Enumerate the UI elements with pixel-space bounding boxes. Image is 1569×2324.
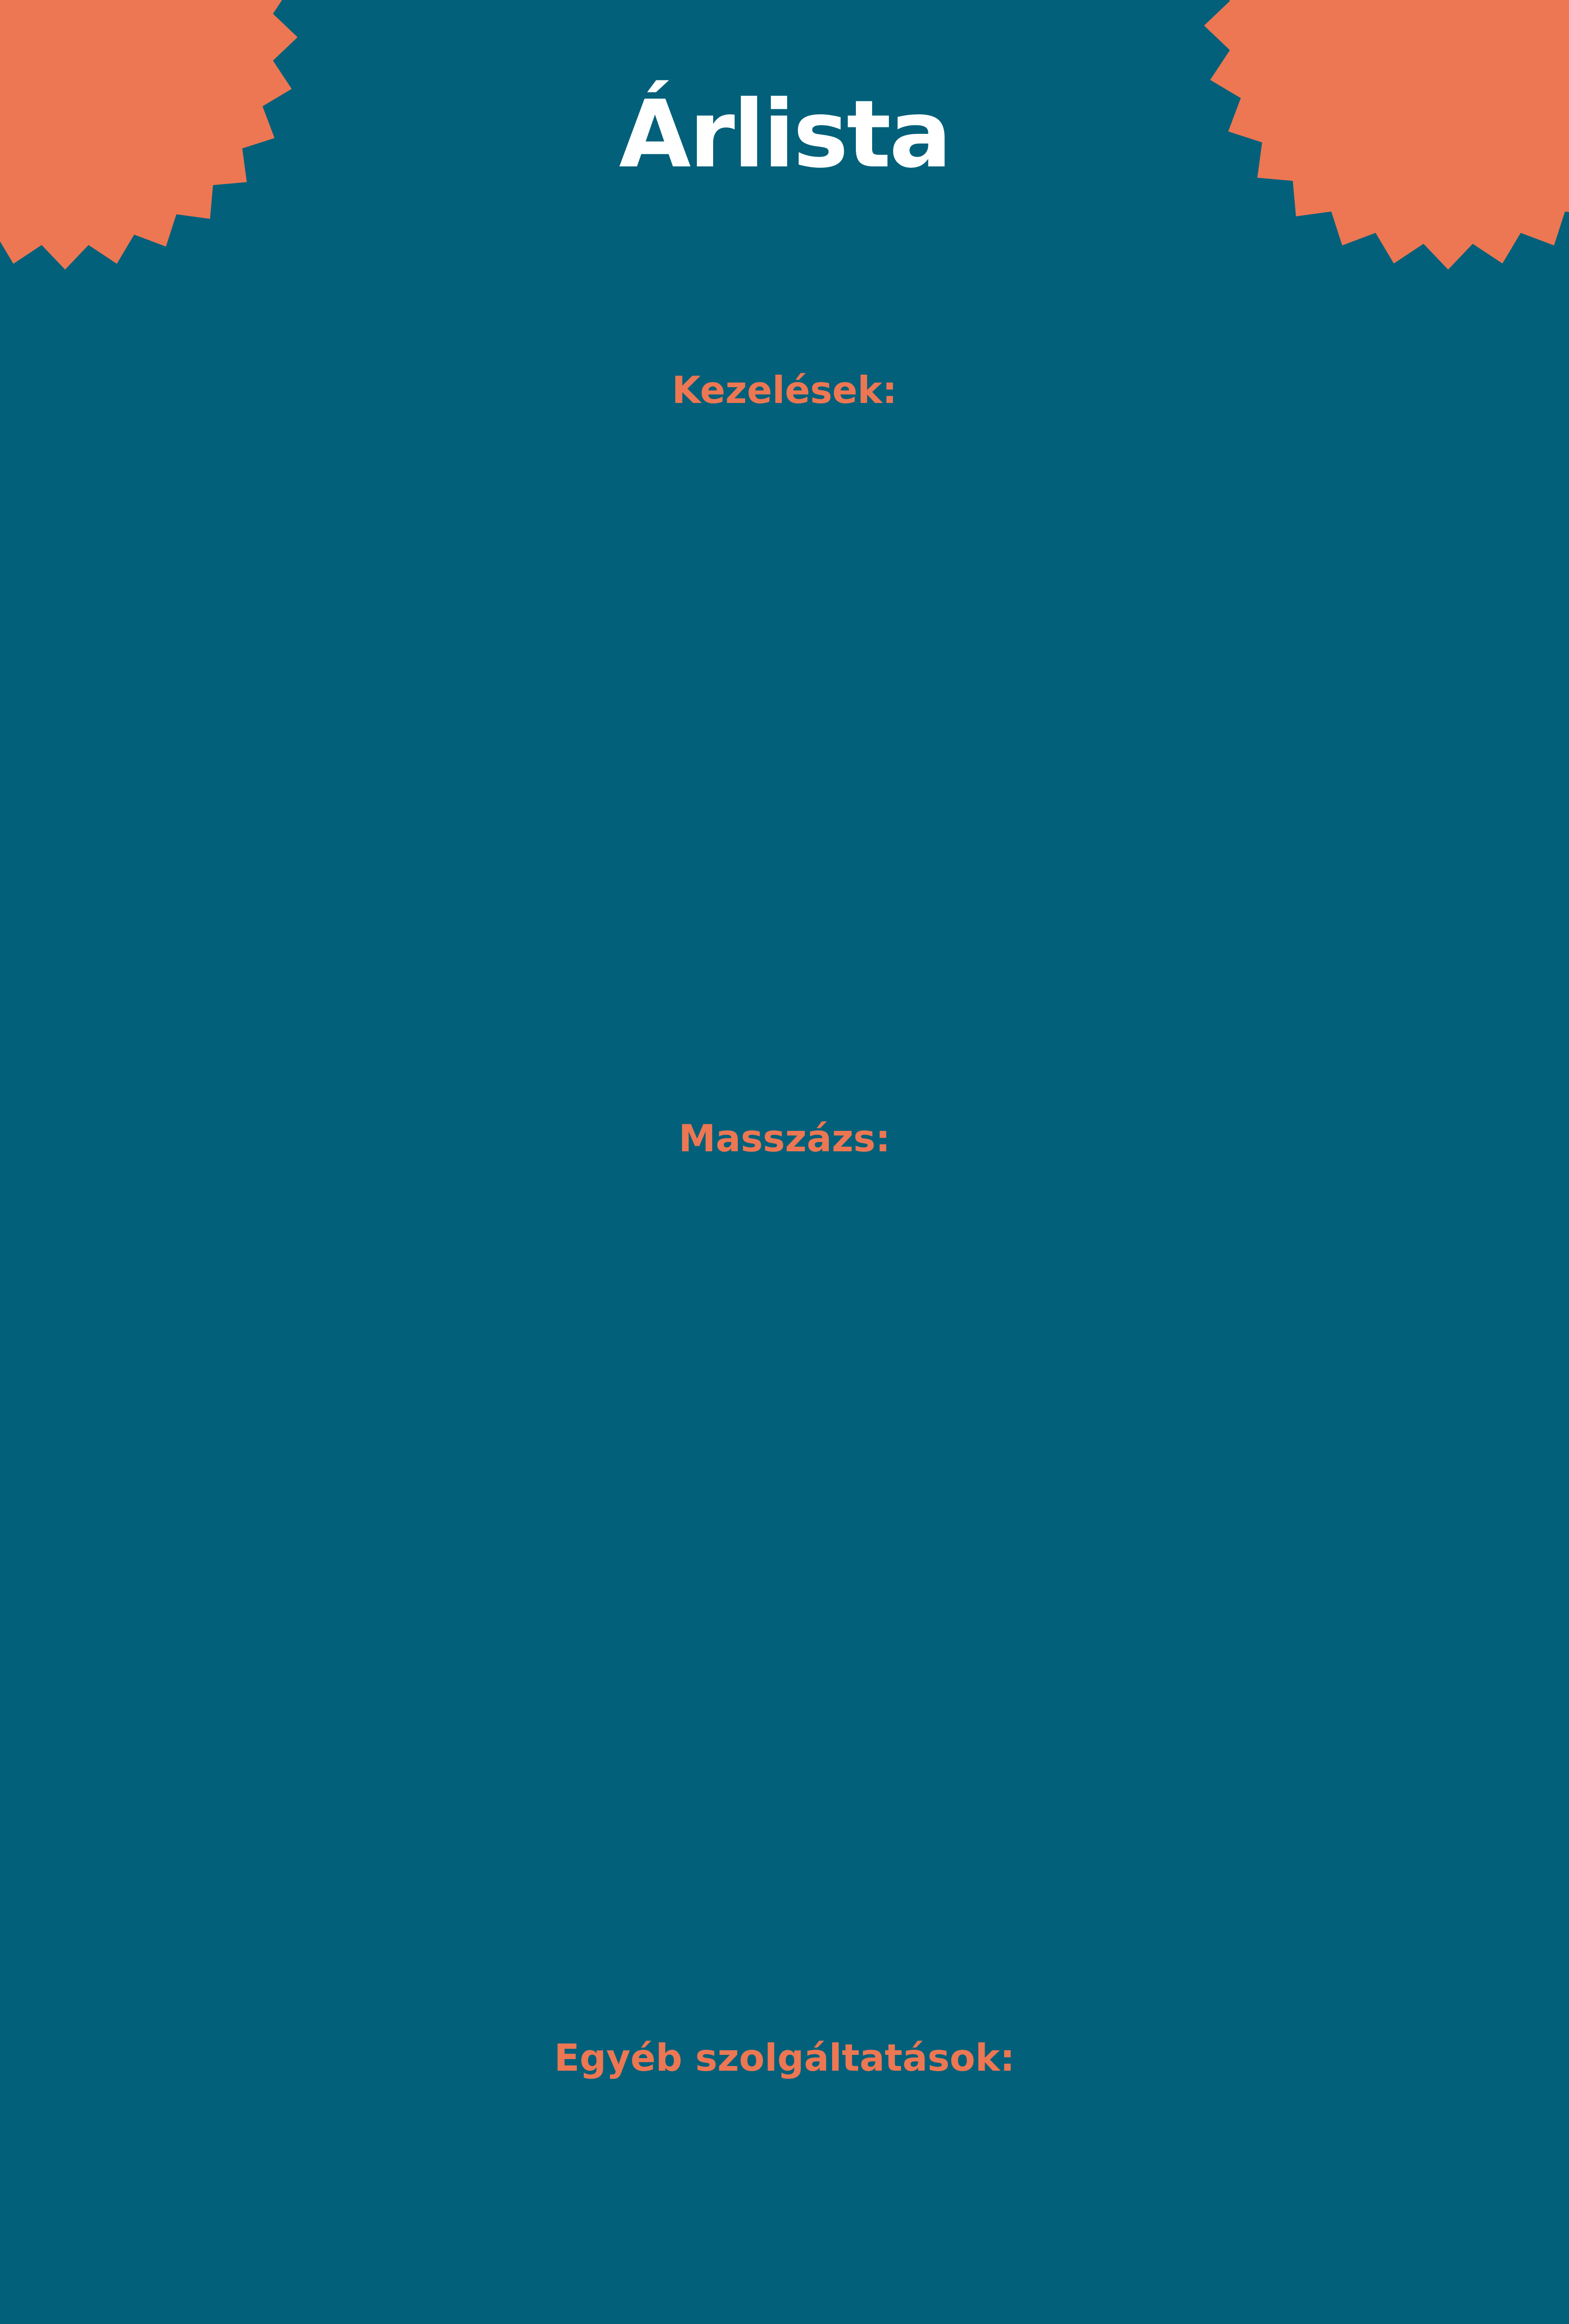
treatment-item-line	[0, 510, 1569, 583]
treatment-item-price	[0, 947, 1569, 1020]
massage-item	[0, 1864, 1569, 1936]
section-heading-kezelesek: Kezelések:	[672, 369, 897, 412]
massage-item	[0, 1722, 1569, 1794]
treatment-item-line	[0, 875, 1569, 947]
page-title: Árlista	[619, 80, 950, 189]
massage-item	[0, 1436, 1569, 1509]
massage-item	[0, 1294, 1569, 1367]
other-service-line	[0, 2244, 1569, 2317]
treatment-item-szervi	[0, 802, 1569, 1020]
treatment-item-mozgasszervi	[0, 510, 1569, 728]
massage-item	[0, 1579, 1569, 1652]
treatment-item-line	[0, 802, 1569, 875]
treatment-item-price	[0, 655, 1569, 728]
treatment-item-line	[0, 583, 1569, 655]
other-service-item-felmeres	[0, 2244, 1569, 2317]
section-heading-egyeb: Egyéb szolgáltatások:	[554, 2036, 1015, 2080]
section-heading-masszazs: Masszázs:	[678, 1117, 891, 1160]
